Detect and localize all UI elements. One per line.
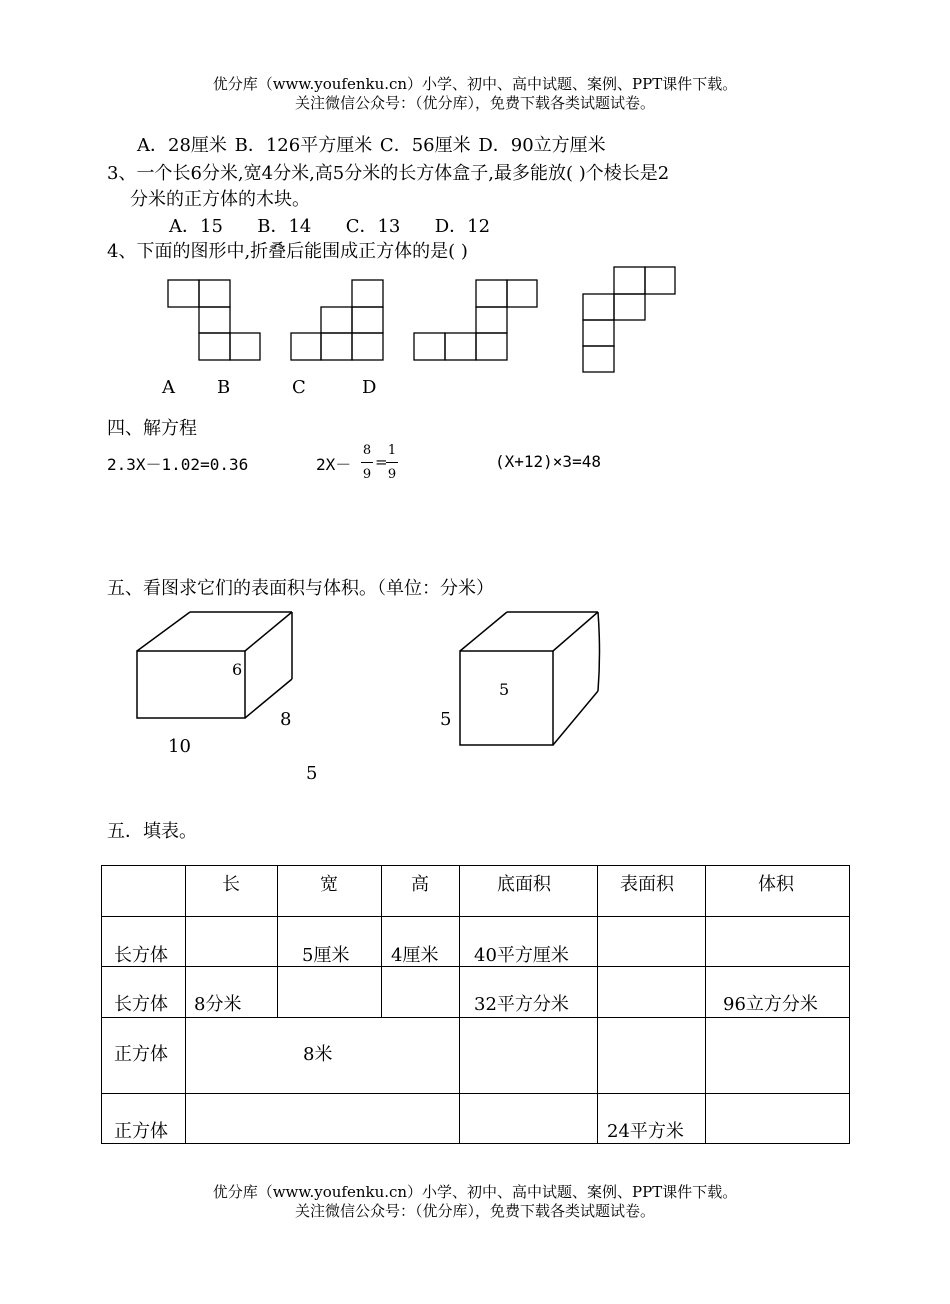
net-label-c: C bbox=[292, 377, 306, 398]
table-cell[interactable] bbox=[706, 1018, 850, 1094]
table-cell: 24平方米 bbox=[598, 1094, 706, 1144]
table-header-cell: 宽 bbox=[278, 866, 382, 917]
net-label-a: A bbox=[162, 377, 175, 398]
table-cell: 8分米 bbox=[186, 967, 278, 1018]
table-cell: 5厘米 bbox=[278, 917, 382, 967]
table-cell[interactable] bbox=[186, 1094, 460, 1144]
cuboid-label-length: 10 bbox=[168, 736, 191, 757]
net-label-d: D bbox=[362, 377, 377, 398]
cube-label-side: 5 bbox=[440, 709, 452, 730]
table-cell[interactable] bbox=[706, 917, 850, 967]
table-cell: 8米 bbox=[186, 1018, 460, 1094]
table-row bbox=[102, 917, 850, 967]
table-header-cell: 底面积 bbox=[460, 866, 598, 917]
cuboid-label-extra: 5 bbox=[306, 763, 318, 784]
table-cell[interactable] bbox=[706, 1094, 850, 1144]
cuboid-label-height: 6 bbox=[232, 660, 243, 679]
table-cell: 长方体 bbox=[102, 917, 186, 967]
equation-2-equals: = bbox=[375, 453, 388, 471]
table-header-cell bbox=[102, 866, 186, 917]
net-label-b: B bbox=[217, 377, 231, 398]
footer-line-2: 关注微信公众号：（优分库），免费下载各类试题试卷。 bbox=[294, 1202, 655, 1220]
equation-1: 2.3X－1.02=0.36 bbox=[107, 455, 249, 474]
table-cell: 长方体 bbox=[102, 967, 186, 1018]
table-cell: 4厘米 bbox=[382, 917, 460, 967]
cuboid-label-depth: 8 bbox=[280, 709, 292, 730]
q4-text: 4、下面的图形中,折叠后能围成正方体的是( ) bbox=[107, 241, 468, 262]
table-header-cell: 体积 bbox=[706, 866, 850, 917]
equation-2-frac1-numerator: 8 bbox=[362, 443, 372, 458]
q3-text-line-2: 分米的正方体的木块。 bbox=[130, 189, 310, 210]
table-cell: 96立方分米 bbox=[706, 967, 850, 1018]
cube-drawing bbox=[460, 612, 600, 745]
table-header-row bbox=[102, 866, 850, 917]
equation-3: (X+12)×3=48 bbox=[495, 452, 601, 471]
equation-2-frac2-numerator: 1 bbox=[387, 443, 397, 458]
cuboid-drawing bbox=[137, 612, 292, 718]
q3-text-line-1: 3、一个长6分米,宽4分米,高5分米的长方体盒子,最多能放( )个棱长是2 bbox=[107, 163, 670, 184]
table-cell[interactable] bbox=[186, 917, 278, 967]
table-header-cell: 长 bbox=[186, 866, 278, 917]
table-cell[interactable] bbox=[460, 1094, 598, 1144]
header-line-2: 关注微信公众号：（优分库），免费下载各类试题试卷。 bbox=[294, 94, 655, 112]
q2-options: A．28厘米 B．126平方厘米 C．56厘米 D．90立方厘米 bbox=[137, 135, 606, 156]
table-cell[interactable] bbox=[382, 967, 460, 1018]
section4-title: 四、解方程 bbox=[107, 418, 197, 439]
section6-title: 五．填表。 bbox=[107, 821, 197, 842]
footer-line-1: 优分库（www.youfenku.cn）小学、初中、高中试题、案例、PPT课件下载。 bbox=[212, 1183, 738, 1201]
equation-2-frac1-denominator: 9 bbox=[362, 467, 372, 482]
q3-options: A．15 B．14 C．13 D．12 bbox=[169, 216, 491, 237]
table-cell: 32平方分米 bbox=[460, 967, 598, 1018]
equation-2-prefix: 2X－ bbox=[316, 455, 352, 474]
table-header-cell: 高 bbox=[382, 866, 460, 917]
header-line-1: 优分库（www.youfenku.cn）小学、初中、高中试题、案例、PPT课件下载。 bbox=[212, 75, 738, 93]
table-row bbox=[102, 1018, 850, 1094]
table-cell[interactable] bbox=[598, 967, 706, 1018]
table-cell[interactable] bbox=[598, 1018, 706, 1094]
table-cell[interactable] bbox=[598, 917, 706, 967]
cube-label-front: 5 bbox=[499, 680, 510, 699]
table-header-cell: 表面积 bbox=[598, 866, 706, 917]
table-row bbox=[102, 1094, 850, 1144]
fill-table bbox=[101, 865, 850, 1144]
table-cell: 正方体 bbox=[102, 1094, 186, 1144]
section5-title: 五、看图求它们的表面积与体积。（单位：分米） bbox=[107, 578, 494, 599]
table-cell: 40平方厘米 bbox=[460, 917, 598, 967]
table-row bbox=[102, 967, 850, 1018]
table-cell[interactable] bbox=[460, 1018, 598, 1094]
equation-2-frac2-denominator: 9 bbox=[387, 467, 397, 482]
table-cell: 正方体 bbox=[102, 1018, 186, 1094]
table-cell[interactable] bbox=[278, 967, 382, 1018]
